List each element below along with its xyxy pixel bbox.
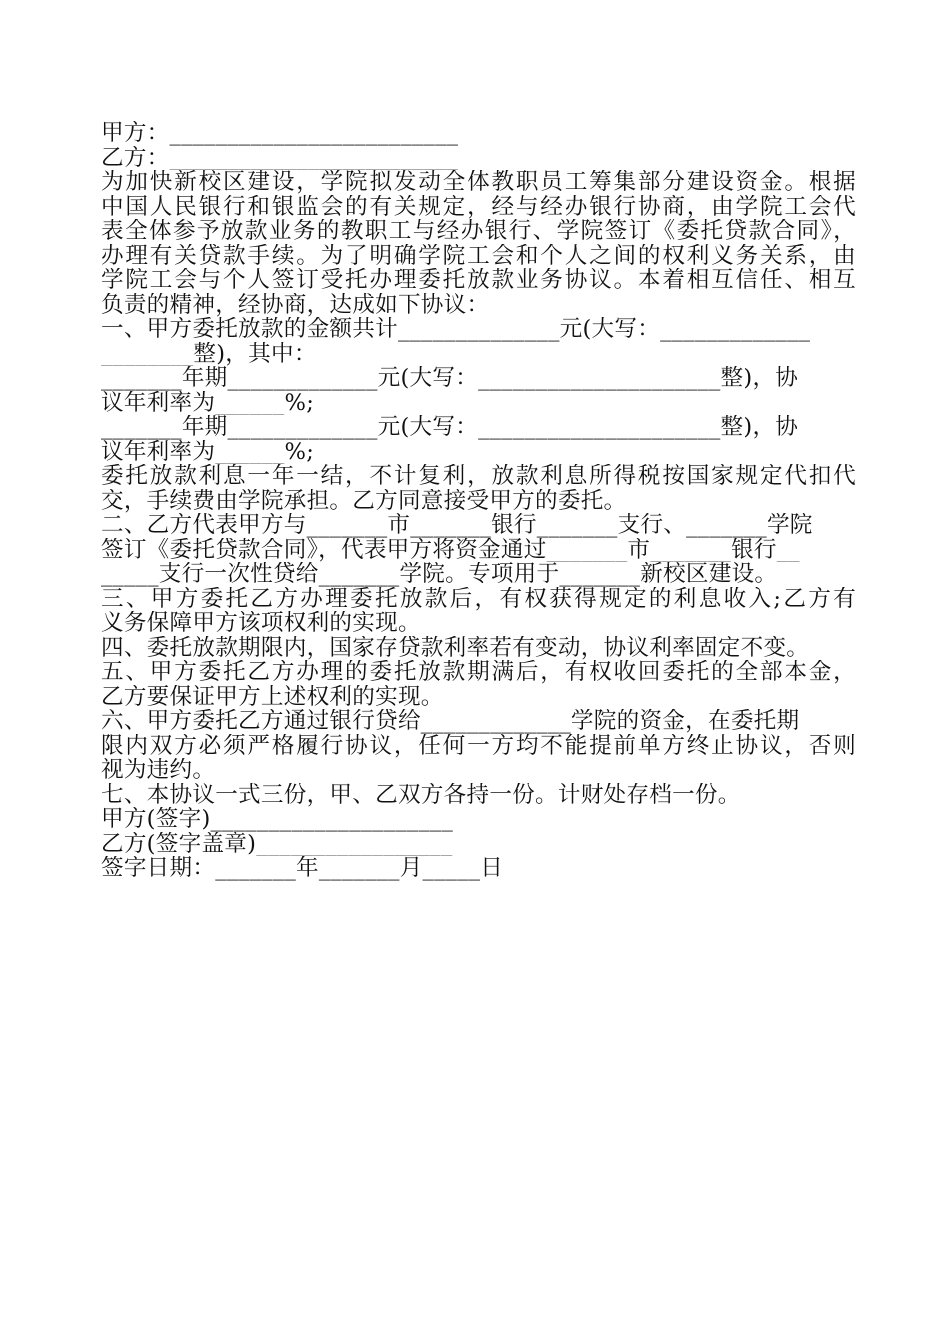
clause-1-line: _______年期_____________元(大写：_____________________整)，协	[101, 415, 799, 440]
clause-2-line: 二、乙方代表甲方与_______市_______银行_______支行、_______学院	[101, 513, 813, 538]
preamble-line: 负责的精神，经协商，达成如下协议：	[101, 292, 490, 317]
preamble-line: 表全体参予放款业务的教职工与经办银行、学院签订《委托贷款合同》，	[101, 219, 856, 244]
clause-1-line: ________整)，其中：	[101, 341, 317, 366]
signing-date-line: 签字日期：_______年_______月_____日	[101, 856, 504, 881]
party-b-line: 乙方：_________________________	[101, 145, 459, 170]
preamble-line: 为加快新校区建设，学院拟发动全体教职员工筹集部分建设资金。根据	[101, 170, 856, 195]
interest-line: 交，手续费由学院承担。乙方同意接受甲方的委托。	[101, 488, 627, 513]
preamble-line: 中国人民银行和银监会的有关规定，经与经办银行协商，由学院工会代	[101, 194, 856, 219]
clause-4-line: 四、委托放款期限内，国家存贷款利率若有变动，协议利率固定不变。	[101, 635, 810, 660]
party-a-signature-line: 甲方(签字)_____________________	[101, 807, 453, 832]
clause-2-line: _____支行一次性贷给_______学院。专项用于_______新校区建设。	[101, 562, 778, 587]
clause-1-line: _______年期_____________元(大写：_____________________整)，协	[101, 366, 799, 391]
agreement-text	[101, 121, 856, 881]
clause-5-line: 乙方要保证甲方上述权利的实现。	[101, 684, 444, 709]
clause-6-line: 六、甲方委托乙方通过银行贷给_____________学院的资金，在委托期	[101, 709, 800, 734]
clause-7-line: 七、本协议一式三份，甲、乙双方各持一份。计财处存档一份。	[101, 782, 741, 807]
preamble-line: 学院工会与个人签订受托办理委托放款业务协议。本着相互信任、相互	[101, 268, 856, 293]
clause-3-line: 三、甲方委托乙方办理委托放款后，有权获得规定的利息收入;乙方有	[101, 586, 856, 611]
clause-6-line: 限内双方必须严格履行协议，任何一方均不能提前单方终止协议，否则	[101, 733, 856, 758]
clause-1-line: 一、甲方委托放款的金额共计______________元(大写：_____________	[101, 317, 811, 342]
clause-3-line: 义务保障甲方该项权利的实现。	[101, 611, 421, 636]
interest-line: 委托放款利息一年一结，不计复利，放款利息所得税按国家规定代扣代	[101, 464, 856, 489]
clause-5-line: 五、甲方委托乙方办理的委托放款期满后，有权收回委托的全部本金，	[101, 660, 856, 685]
clause-2-line: 签订《委托贷款合同》，代表甲方将资金通过_______市_______银行__	[101, 537, 800, 562]
clause-1-line: 议年利率为______%;	[101, 439, 315, 464]
party-b-signature-line: 乙方(签字盖章)_________________	[101, 831, 453, 856]
clause-6-line: 视为违约。	[101, 758, 216, 783]
preamble-line: 办理有关贷款手续。为了明确学院工会和个人之间的权利义务关系，由	[101, 243, 856, 268]
party-a-line: 甲方：_________________________	[101, 121, 459, 146]
clause-1-line: 议年利率为______%;	[101, 390, 315, 415]
